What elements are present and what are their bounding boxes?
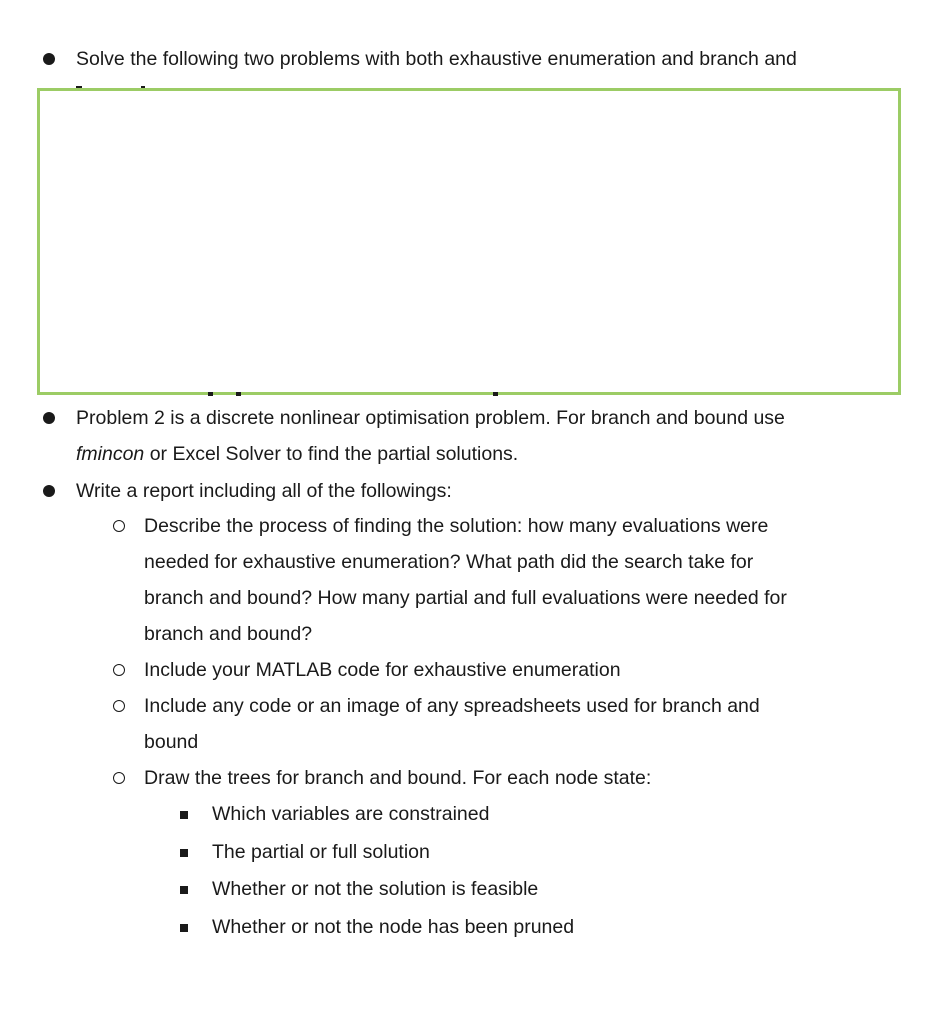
node-item-1: Which variables are constrained: [212, 803, 490, 825]
bullet-circle-icon: [113, 700, 125, 712]
bullet-square-icon: [180, 886, 188, 894]
overlay-box: [37, 88, 901, 395]
item-2-continuation: [76, 442, 518, 466]
fmincon-term: fmincon: [76, 443, 145, 465]
node-item-2: The partial or full solution: [212, 841, 430, 863]
clipped-text-fragment: [208, 392, 213, 396]
item-3-text: Write a report including all of the followings:: [76, 480, 452, 502]
sub-1-line-1: Describe the process of finding the solution: how many evaluations were: [144, 515, 769, 537]
clipped-text-fragment: [493, 392, 498, 396]
bullet-disc-icon: [43, 412, 55, 424]
sub-3-line-1: Include any code or an image of any spreadsheets used for branch and: [144, 695, 760, 717]
bullet-square-icon: [180, 811, 188, 819]
bullet-square-icon: [180, 849, 188, 857]
sub-1-line-3: branch and bound? How many partial and full evaluations were needed for: [144, 587, 787, 609]
item-1-text: Solve the following two problems with both exhaustive enumeration and branch and: [76, 48, 797, 70]
sub-4-text: Draw the trees for branch and bound. For each node state:: [144, 767, 652, 789]
item-2-text: Problem 2 is a discrete nonlinear optimisation problem. For branch and bound use: [76, 407, 785, 429]
sub-1-line-4: branch and bound?: [144, 623, 313, 645]
node-item-3: Whether or not the solution is feasible: [212, 878, 539, 900]
bullet-disc-icon: [43, 53, 55, 65]
sub-3-line-2: bound: [144, 731, 199, 753]
clipped-text-fragment: [236, 392, 241, 396]
sub-2-text: Include your MATLAB code for exhaustive enumeration: [144, 659, 621, 681]
bullet-circle-icon: [113, 772, 125, 784]
bullet-circle-icon: [113, 664, 125, 676]
bullet-circle-icon: [113, 520, 125, 532]
bullet-square-icon: [180, 924, 188, 932]
sub-1-line-2: needed for exhaustive enumeration? What path did the search take for: [144, 551, 754, 573]
node-item-4: Whether or not the node has been pruned: [212, 916, 575, 938]
item-2-rest: or Excel Solver to find the partial solutions.: [144, 443, 519, 465]
bullet-disc-icon: [43, 485, 55, 497]
